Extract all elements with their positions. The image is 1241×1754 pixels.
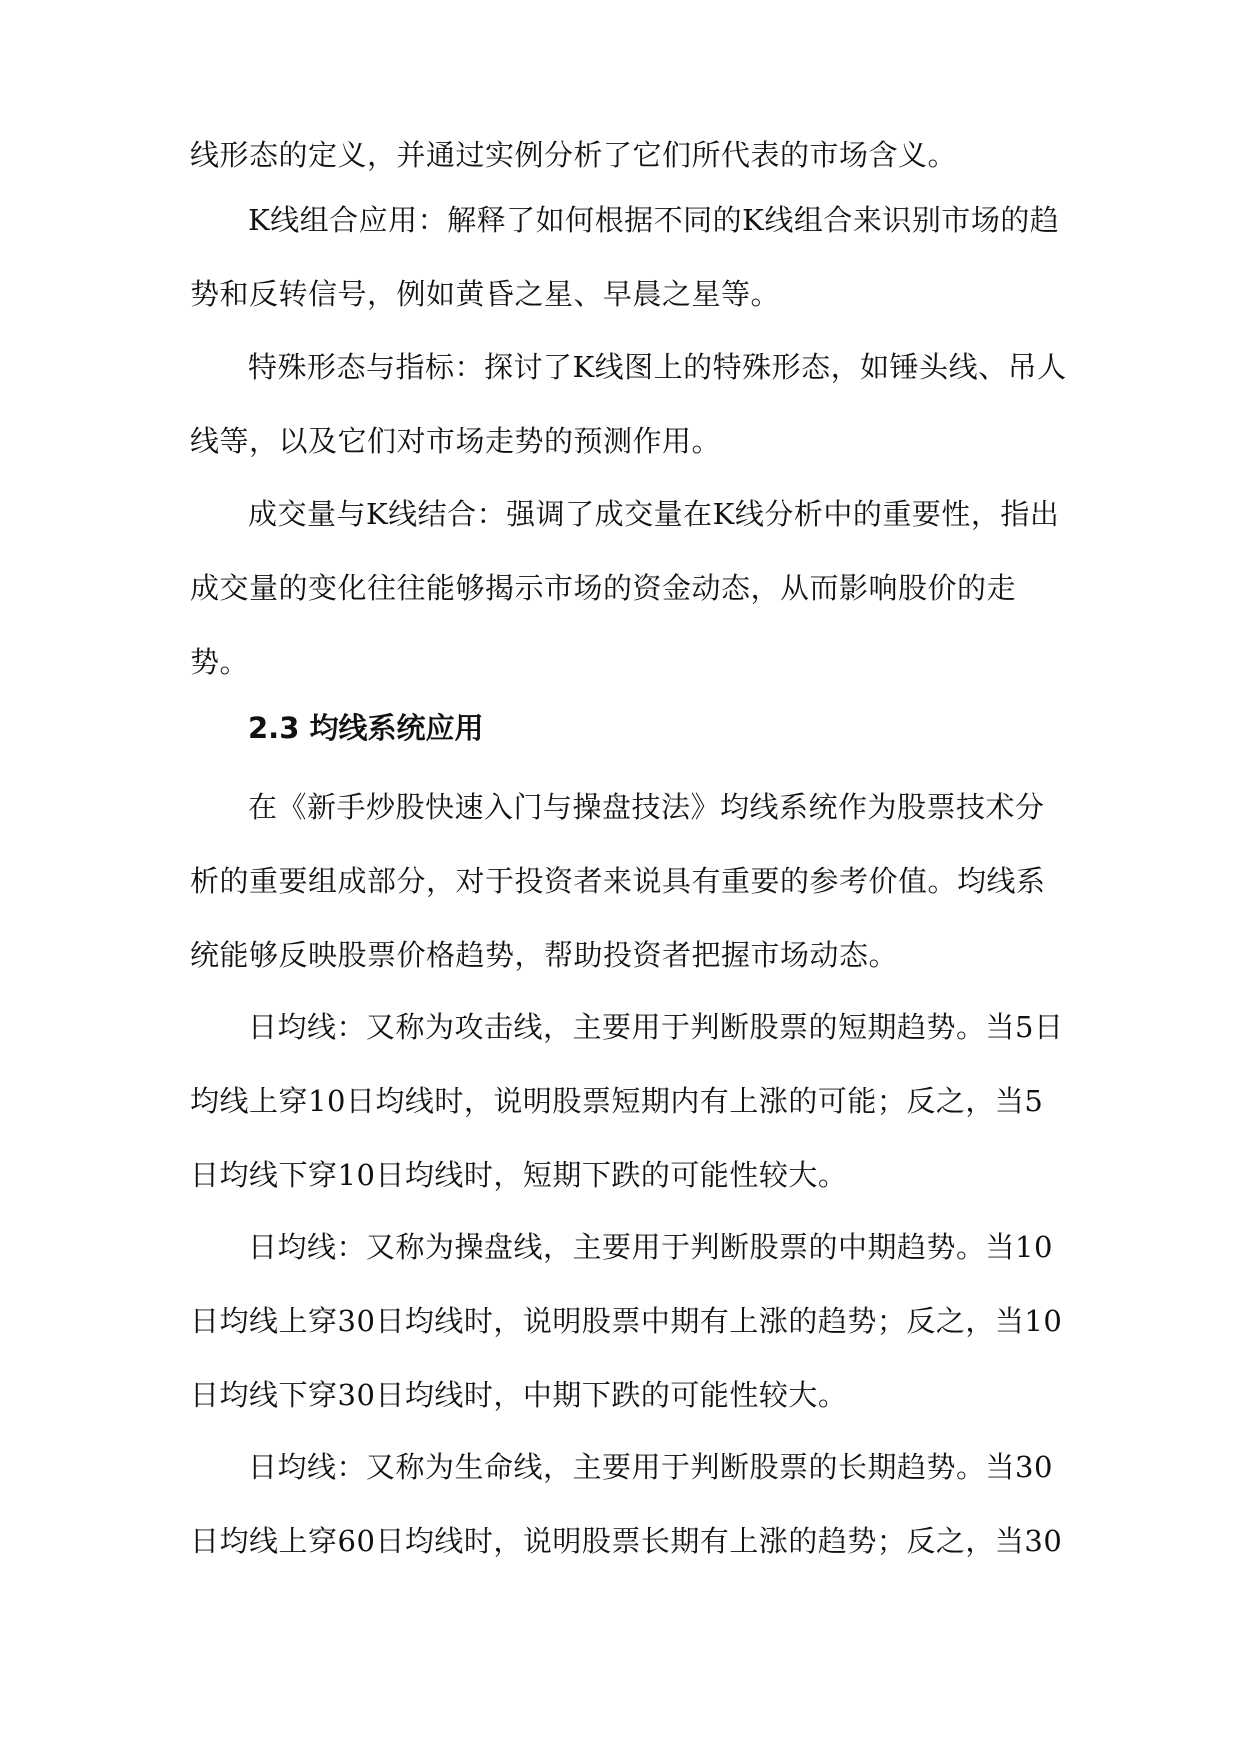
- paragraph-volume-kline: 成交量与K线结合：强调了成交量在K线分析中的重要性，指出成交量的变化往往能够揭示市场的资金动态，从而影响股价的走势。: [190, 497, 1060, 679]
- paragraph-ma-long-term: 日均线：又称为生命线，主要用于判断股票的长期趋势。当30日均线上穿60日均线时，说明股票长期有上涨的趋势；反之，当30: [190, 1450, 1063, 1558]
- paragraph-continuation: 线形态的定义，并通过实例分析了它们所代表的市场含义。: [190, 138, 958, 172]
- paragraph-kline-combination: K线组合应用：解释了如何根据不同的K线组合来识别市场的趋势和反转信号，例如黄昏之星、早晨之星等。: [190, 203, 1060, 311]
- paragraph-ma-intro: 在《新手炒股快速入门与操盘技法》均线系统作为股票技术分析的重要组成部分，对于投资者来说具有重要的参考价值。均线系统能够反映股票价格趋势，帮助投资者把握市场动态。: [190, 790, 1046, 972]
- section-heading: 2.3 均线系统应用: [248, 711, 484, 745]
- paragraph-ma-short-term: 日均线：又称为攻击线，主要用于判断股票的短期趋势。当5日均线上穿10日均线时，说明股票短期内有上涨的可能；反之，当5日均线下穿10日均线时，短期下跌的可能性较大。: [190, 1010, 1064, 1192]
- paragraph-ma-mid-term: 日均线：又称为操盘线，主要用于判断股票的中期趋势。当10日均线上穿30日均线时，说明股票中期有上涨的趋势；反之，当10日均线下穿30日均线时，中期下跌的可能性较大。: [190, 1230, 1063, 1412]
- paragraph-special-patterns: 特殊形态与指标：探讨了K线图上的特殊形态，如锤头线、吊人线等，以及它们对市场走势的预测作用。: [190, 350, 1067, 458]
